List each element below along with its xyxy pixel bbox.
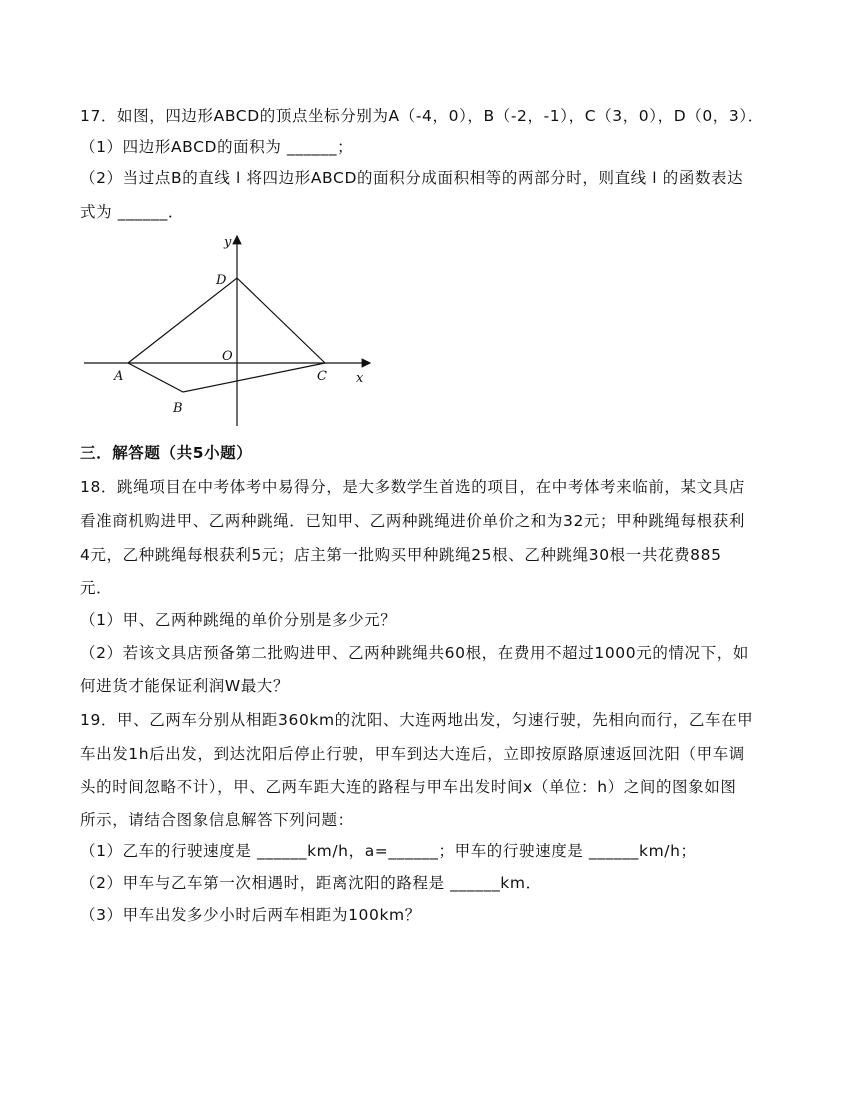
quadrilateral-figure bbox=[80, 228, 380, 428]
q18-line2: 看准商机购进甲、乙两种跳绳．已知甲、乙两种跳绳进价单价之和为32元；甲种跳绳每根获利 bbox=[80, 512, 745, 530]
q18-line1: 18．跳绳项目在中考体考中易得分，是大多数学生首选的项目，在中考体考来临前，某文具店 bbox=[80, 478, 745, 496]
point-a-label: A bbox=[114, 369, 124, 384]
q17-part2-line1: （2）当过点B的直线 l 将四边形ABCD的面积分成面积相等的两部分时，则直线 l 的函数表达 bbox=[80, 169, 744, 187]
edges-a-b-c bbox=[128, 363, 325, 392]
q17-stem: 17．如图，四边形ABCD的顶点坐标分别为A（-4，0），B（-2，-1），C（3，0），D（0，3）． bbox=[80, 107, 764, 125]
x-axis-label: x bbox=[356, 371, 364, 386]
q19-line1: 19．甲、乙两车分别从相距360km的沈阳、大连两地出发，匀速行驶，先相向而行，乙车在甲 bbox=[80, 711, 754, 729]
q18-part1: （1）甲、乙两种跳绳的单价分别是多少元？ bbox=[80, 611, 397, 629]
q19-part2: （2）甲车与乙车第一次相遇时，距离沈阳的路程是 ______km． bbox=[80, 874, 542, 892]
origin-label: O bbox=[222, 349, 233, 364]
q19-line2: 车出发1h后出发，到达沈阳后停止行驶，甲车到达大连后，立即按原路原速返回沈阳（甲车调 bbox=[80, 745, 745, 763]
y-axis-label: y bbox=[224, 235, 232, 250]
q17-part1: （1）四边形ABCD的面积为 ______； bbox=[80, 138, 354, 156]
q19-part3: （3）甲车出发多少小时后两车相距为100km？ bbox=[80, 906, 421, 924]
q18-part2-line2: 何进货才能保证利润W最大？ bbox=[80, 677, 290, 695]
q19-part1: （1）乙车的行驶速度是 ______km/h，a=______；甲车的行驶速度是 ______km/h； bbox=[80, 842, 697, 860]
point-b-label: B bbox=[173, 401, 183, 416]
point-d-label: D bbox=[216, 273, 227, 288]
q17-part2-line2: 式为 ______． bbox=[80, 203, 184, 221]
q19-line3: 头的时间忽略不计），甲、乙两车距大连的路程与甲车出发时间x（单位：h）之间的图象如图 bbox=[80, 778, 737, 796]
point-c-label: C bbox=[317, 369, 327, 384]
q18-line3: 4元，乙种跳绳每根获利5元；店主第一批购买甲种跳绳25根、乙种跳绳30根一共花费885 bbox=[80, 546, 722, 564]
section-title: 三．解答题（共5小题） bbox=[80, 444, 253, 462]
q18-line4: 元． bbox=[80, 579, 113, 597]
q19-line4: 所示，请结合图象信息解答下列问题： bbox=[80, 811, 354, 829]
coordinate-diagram bbox=[80, 228, 380, 428]
q18-part2-line1: （2）若该文具店预备第二批购进甲、乙两种跳绳共60根，在费用不超过1000元的情况下，如 bbox=[80, 644, 749, 662]
